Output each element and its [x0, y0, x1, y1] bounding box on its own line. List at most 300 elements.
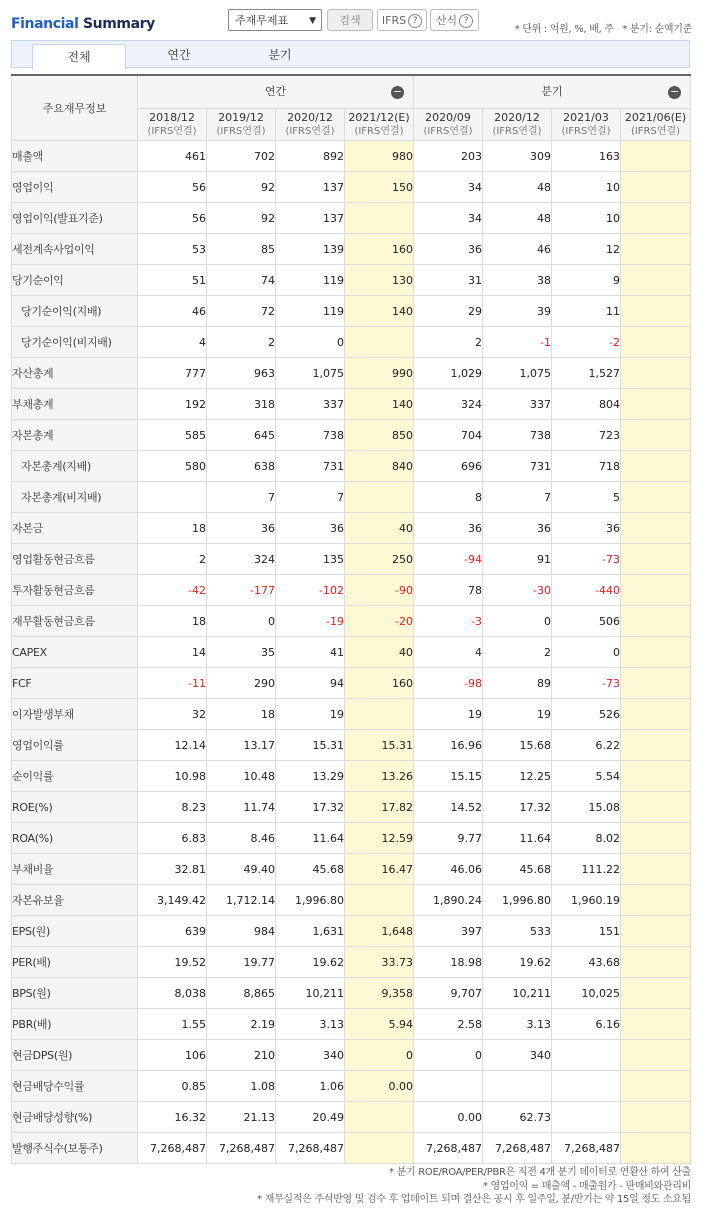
table-cell: 35: [207, 637, 276, 668]
table-cell: 45.68: [483, 854, 552, 885]
table-cell: 892: [276, 141, 345, 172]
table-cell: 19: [483, 699, 552, 730]
table-cell: 777: [138, 358, 207, 389]
table-cell: 137: [276, 172, 345, 203]
table-cell: 11.64: [483, 823, 552, 854]
table-cell: [621, 1133, 691, 1164]
table-cell: 32.81: [138, 854, 207, 885]
table-cell: 1,712.14: [207, 885, 276, 916]
table-cell: 0: [207, 606, 276, 637]
table-cell: 46.06: [414, 854, 483, 885]
annual-group-header: [138, 75, 414, 109]
table-cell: 16.47: [345, 854, 414, 885]
collapse-quarter-icon[interactable]: −: [669, 85, 680, 98]
table-cell: 92: [207, 172, 276, 203]
table-cell: 94: [276, 668, 345, 699]
table-cell: 10,025: [552, 978, 621, 1009]
table-cell: 119: [276, 296, 345, 327]
table-cell: 130: [345, 265, 414, 296]
table-cell: 5.94: [345, 1009, 414, 1040]
table-cell: 1,029: [414, 358, 483, 389]
period-label: 2020/09: [425, 111, 471, 124]
table-cell: 7: [207, 482, 276, 513]
table-cell: 36: [414, 513, 483, 544]
table-cell: [552, 1040, 621, 1071]
table-cell: 21.13: [207, 1102, 276, 1133]
table-cell: 41: [276, 637, 345, 668]
table-cell: -30: [483, 575, 552, 606]
table-cell: 17.82: [345, 792, 414, 823]
row-label: 재무활동현금흐름: [12, 606, 138, 637]
table-cell: 1,075: [483, 358, 552, 389]
table-cell: 840: [345, 451, 414, 482]
table-cell: 0: [414, 1040, 483, 1071]
corner-label: 주요재무정보: [12, 75, 138, 141]
statement-select-value: 주재무제표: [235, 14, 289, 27]
table-cell: 119: [276, 265, 345, 296]
table-cell: 8.23: [138, 792, 207, 823]
row-label: PER(배): [12, 947, 138, 978]
table-cell: 7,268,487: [414, 1133, 483, 1164]
table-cell: 0.00: [414, 1102, 483, 1133]
row-label: 자본총계(비지배): [12, 482, 138, 513]
table-cell: 7: [483, 482, 552, 513]
period-basis: (IFRS연결): [285, 126, 335, 137]
table-cell: 8: [414, 482, 483, 513]
row-label: 당기순이익(비지배): [12, 327, 138, 358]
table-cell: 34: [414, 203, 483, 234]
table-cell: 0: [552, 637, 621, 668]
table-cell: 19: [414, 699, 483, 730]
table-cell: 1.06: [276, 1071, 345, 1102]
table-cell: 19.52: [138, 947, 207, 978]
footnote: * 분기 ROE/ROA/PER/PBR은 직전 4개 분기 데이터로 연환산 하여 산출: [389, 1167, 691, 1178]
table-cell: [621, 296, 691, 327]
summary-header: [0, 0, 702, 42]
table-cell: 506: [552, 606, 621, 637]
table-cell: [621, 947, 691, 978]
table-cell: 10,211: [276, 978, 345, 1009]
table-row: [12, 513, 691, 544]
table-cell: 18: [138, 606, 207, 637]
footnotes: [91, 1166, 691, 1207]
table-cell: 2: [483, 637, 552, 668]
table-row: [12, 203, 691, 234]
table-cell: 192: [138, 389, 207, 420]
table-row: [12, 854, 691, 885]
table-cell: [621, 358, 691, 389]
table-cell: 49.40: [207, 854, 276, 885]
table-cell: 340: [276, 1040, 345, 1071]
table-cell: 461: [138, 141, 207, 172]
table-cell: [621, 203, 691, 234]
table-cell: 18: [207, 699, 276, 730]
table-cell: 18: [138, 513, 207, 544]
table-cell: 13.17: [207, 730, 276, 761]
table-cell: 3,149.42: [138, 885, 207, 916]
quarter-group-header: [414, 75, 691, 109]
table-cell: -3: [414, 606, 483, 637]
table-cell: 1.08: [207, 1071, 276, 1102]
table-cell: [345, 699, 414, 730]
table-cell: [138, 482, 207, 513]
row-label: 매출액: [12, 141, 138, 172]
row-label: 당기순이익(지배): [12, 296, 138, 327]
table-cell: 4: [138, 327, 207, 358]
title-part2: Summary: [82, 16, 155, 32]
table-cell: 56: [138, 172, 207, 203]
row-label: 자본유보율: [12, 885, 138, 916]
table-cell: 19.62: [276, 947, 345, 978]
table-cell: 15.15: [414, 761, 483, 792]
unit-text: * 단위 : 억원, %, 배, 주: [514, 24, 614, 35]
row-label: 부채총계: [12, 389, 138, 420]
table-row: [12, 327, 691, 358]
table-cell: 723: [552, 420, 621, 451]
table-cell: 17.32: [276, 792, 345, 823]
table-cell: 36: [207, 513, 276, 544]
table-row: [12, 978, 691, 1009]
period-header: [414, 109, 483, 141]
table-row: [12, 1102, 691, 1133]
table-cell: 36: [276, 513, 345, 544]
table-cell: 9: [552, 265, 621, 296]
table-cell: 19: [276, 699, 345, 730]
table-cell: [621, 854, 691, 885]
table-cell: 53: [138, 234, 207, 265]
table-row: [12, 1040, 691, 1071]
table-cell: 1,075: [276, 358, 345, 389]
table-cell: 85: [207, 234, 276, 265]
table-cell: 163: [552, 141, 621, 172]
table-cell: 10: [552, 172, 621, 203]
table-cell: 337: [276, 389, 345, 420]
table-cell: -98: [414, 668, 483, 699]
table-cell: 48: [483, 203, 552, 234]
table-cell: 804: [552, 389, 621, 420]
table-cell: 19.62: [483, 947, 552, 978]
period-tabs: [11, 40, 690, 68]
table-cell: 140: [345, 296, 414, 327]
table-cell: 74: [207, 265, 276, 296]
table-cell: -11: [138, 668, 207, 699]
table-cell: [345, 1133, 414, 1164]
table-cell: 1,527: [552, 358, 621, 389]
period-label: 2020/12: [287, 111, 333, 124]
period-header: [621, 109, 691, 141]
table-cell: 2: [414, 327, 483, 358]
row-label: 영업이익률: [12, 730, 138, 761]
table-cell: 160: [345, 668, 414, 699]
table-cell: 7,268,487: [483, 1133, 552, 1164]
table-cell: 9,707: [414, 978, 483, 1009]
statement-select[interactable]: [228, 9, 322, 31]
row-label: EPS(원): [12, 916, 138, 947]
row-label: 자산총계: [12, 358, 138, 389]
table-cell: 702: [207, 141, 276, 172]
table-row: [12, 885, 691, 916]
table-cell: 324: [207, 544, 276, 575]
table-cell: [621, 978, 691, 1009]
table-cell: 39: [483, 296, 552, 327]
table-cell: [621, 1009, 691, 1040]
quarter-group-label: 분기: [541, 85, 563, 98]
table-cell: 36: [414, 234, 483, 265]
ifrs-help-button[interactable]: [377, 9, 427, 31]
table-cell: 15.08: [552, 792, 621, 823]
table-cell: [621, 668, 691, 699]
table-cell: [621, 265, 691, 296]
table-cell: 9,358: [345, 978, 414, 1009]
table-cell: 38: [483, 265, 552, 296]
tab-all[interactable]: 전체: [32, 44, 126, 70]
table-cell: 135: [276, 544, 345, 575]
period-header: [276, 109, 345, 141]
table-cell: 2.19: [207, 1009, 276, 1040]
table-cell: 139: [276, 234, 345, 265]
table-cell: 10.48: [207, 761, 276, 792]
row-label: 현금DPS(원): [12, 1040, 138, 1071]
table-cell: 36: [483, 513, 552, 544]
table-cell: 14.52: [414, 792, 483, 823]
table-cell: 718: [552, 451, 621, 482]
table-cell: 0.00: [345, 1071, 414, 1102]
table-cell: 731: [276, 451, 345, 482]
table-cell: 1,996.80: [276, 885, 345, 916]
table-cell: 137: [276, 203, 345, 234]
row-label: BPS(원): [12, 978, 138, 1009]
table-cell: [621, 823, 691, 854]
table-cell: 11.74: [207, 792, 276, 823]
table-cell: 7: [276, 482, 345, 513]
table-cell: 585: [138, 420, 207, 451]
table-cell: [621, 234, 691, 265]
table-cell: 10.98: [138, 761, 207, 792]
table-cell: [414, 1071, 483, 1102]
table-cell: -19: [276, 606, 345, 637]
table-cell: [621, 792, 691, 823]
table-cell: [621, 699, 691, 730]
table-cell: 318: [207, 389, 276, 420]
table-cell: 12: [552, 234, 621, 265]
table-cell: 31: [414, 265, 483, 296]
table-cell: 250: [345, 544, 414, 575]
table-row: [12, 358, 691, 389]
table-cell: 738: [276, 420, 345, 451]
table-cell: [621, 606, 691, 637]
period-basis: (IFRS연결): [216, 126, 266, 137]
table-cell: -94: [414, 544, 483, 575]
row-label: CAPEX: [12, 637, 138, 668]
table-cell: 150: [345, 172, 414, 203]
table-cell: 638: [207, 451, 276, 482]
table-cell: 0: [276, 327, 345, 358]
table-cell: 1,631: [276, 916, 345, 947]
table-cell: 696: [414, 451, 483, 482]
table-cell: 34: [414, 172, 483, 203]
table-cell: 32: [138, 699, 207, 730]
period-label: 2021/03: [563, 111, 609, 124]
table-cell: 8.02: [552, 823, 621, 854]
table-cell: 111.22: [552, 854, 621, 885]
table-cell: [345, 203, 414, 234]
table-row: [12, 544, 691, 575]
table-cell: -42: [138, 575, 207, 606]
table-cell: 1,890.24: [414, 885, 483, 916]
table-cell: -1: [483, 327, 552, 358]
table-cell: 5.54: [552, 761, 621, 792]
table-cell: [621, 637, 691, 668]
table-cell: 3.13: [276, 1009, 345, 1040]
row-label: ROA(%): [12, 823, 138, 854]
help-icon: ?: [459, 14, 473, 28]
row-label: 부채비율: [12, 854, 138, 885]
table-cell: [552, 1071, 621, 1102]
basis-text: * 분기: 순액기준: [622, 24, 692, 35]
row-label: 영업이익(발표기준): [12, 203, 138, 234]
table-cell: -2: [552, 327, 621, 358]
row-label: 순이익률: [12, 761, 138, 792]
period-header: [483, 109, 552, 141]
table-cell: [621, 575, 691, 606]
table-cell: 1,648: [345, 916, 414, 947]
row-label: 자본금: [12, 513, 138, 544]
table-cell: -73: [552, 544, 621, 575]
table-cell: 8.46: [207, 823, 276, 854]
table-cell: 526: [552, 699, 621, 730]
table-cell: 980: [345, 141, 414, 172]
table-cell: 46: [138, 296, 207, 327]
table-cell: 10: [552, 203, 621, 234]
tab-quarter[interactable]: 분기: [268, 48, 292, 62]
table-cell: 8,038: [138, 978, 207, 1009]
table-cell: 51: [138, 265, 207, 296]
row-label: 당기순이익: [12, 265, 138, 296]
period-label: 2018/12: [149, 111, 195, 124]
tab-annual[interactable]: 연간: [167, 48, 191, 62]
table-cell: 0.85: [138, 1071, 207, 1102]
table-cell: -440: [552, 575, 621, 606]
table-cell: 309: [483, 141, 552, 172]
row-label: ROE(%): [12, 792, 138, 823]
table-cell: 19.77: [207, 947, 276, 978]
row-label: 자본총계: [12, 420, 138, 451]
table-cell: [345, 1102, 414, 1133]
table-cell: [483, 1071, 552, 1102]
table-row: [12, 420, 691, 451]
table-cell: 40: [345, 513, 414, 544]
table-cell: 11: [552, 296, 621, 327]
table-cell: 963: [207, 358, 276, 389]
table-row: [12, 389, 691, 420]
table-cell: [345, 885, 414, 916]
table-cell: 340: [483, 1040, 552, 1071]
table-cell: 16.96: [414, 730, 483, 761]
table-cell: [621, 1040, 691, 1071]
table-cell: [621, 885, 691, 916]
table-row: [12, 172, 691, 203]
period-basis: (IFRS연결): [354, 126, 404, 137]
table-cell: 6.22: [552, 730, 621, 761]
table-cell: 15.31: [345, 730, 414, 761]
table-cell: 8,865: [207, 978, 276, 1009]
table-cell: 324: [414, 389, 483, 420]
row-label: 영업활동현금흐름: [12, 544, 138, 575]
table-cell: 33.73: [345, 947, 414, 978]
period-basis: (IFRS연결): [492, 126, 542, 137]
table-row: [12, 730, 691, 761]
period-label: 2020/12: [494, 111, 540, 124]
period-header: [345, 109, 414, 141]
help-icon: ?: [408, 14, 422, 28]
table-cell: 20.49: [276, 1102, 345, 1133]
period-header: [138, 109, 207, 141]
table-row: [12, 1071, 691, 1102]
table-cell: 160: [345, 234, 414, 265]
table-cell: 14: [138, 637, 207, 668]
table-cell: [621, 172, 691, 203]
table-cell: 4: [414, 637, 483, 668]
table-cell: 16.32: [138, 1102, 207, 1133]
table-cell: 46: [483, 234, 552, 265]
table-cell: 6.16: [552, 1009, 621, 1040]
table-row: [12, 451, 691, 482]
row-label: PBR(배): [12, 1009, 138, 1040]
table-cell: [621, 1102, 691, 1133]
table-cell: 5: [552, 482, 621, 513]
table-row: [12, 606, 691, 637]
formula-label: 산식: [435, 14, 458, 27]
table-row: [12, 668, 691, 699]
period-basis: (IFRS연결): [561, 126, 611, 137]
section-title: [11, 16, 155, 32]
table-row: [12, 1009, 691, 1040]
table-cell: 18.98: [414, 947, 483, 978]
table-cell: 106: [138, 1040, 207, 1071]
period-basis: (IFRS연결): [147, 126, 197, 137]
table-cell: 2.58: [414, 1009, 483, 1040]
table-cell: 48: [483, 172, 552, 203]
table-cell: 0: [483, 606, 552, 637]
table-cell: 17.32: [483, 792, 552, 823]
table-cell: -90: [345, 575, 414, 606]
table-cell: 645: [207, 420, 276, 451]
table-cell: 56: [138, 203, 207, 234]
table-cell: 738: [483, 420, 552, 451]
table-cell: 731: [483, 451, 552, 482]
table-row: [12, 699, 691, 730]
table-cell: 11.64: [276, 823, 345, 854]
table-row: [12, 637, 691, 668]
search-button[interactable]: 검색: [327, 9, 373, 31]
table-cell: 290: [207, 668, 276, 699]
table-cell: 7,268,487: [207, 1133, 276, 1164]
table-cell: 45.68: [276, 854, 345, 885]
table-cell: 337: [483, 389, 552, 420]
table-cell: 13.26: [345, 761, 414, 792]
footnote: * 영업이익 = 매출액 - 매출원가 - 판매비와관리비: [482, 1180, 691, 1192]
collapse-annual-icon[interactable]: −: [392, 85, 403, 98]
chevron-down-icon: ▼: [309, 16, 316, 26]
table-cell: 36: [552, 513, 621, 544]
table-cell: 850: [345, 420, 414, 451]
table-cell: 9.77: [414, 823, 483, 854]
formula-help-button[interactable]: [430, 9, 479, 31]
table-cell: -177: [207, 575, 276, 606]
table-cell: 140: [345, 389, 414, 420]
ifrs-label: IFRS: [381, 14, 407, 27]
table-cell: 10,211: [483, 978, 552, 1009]
